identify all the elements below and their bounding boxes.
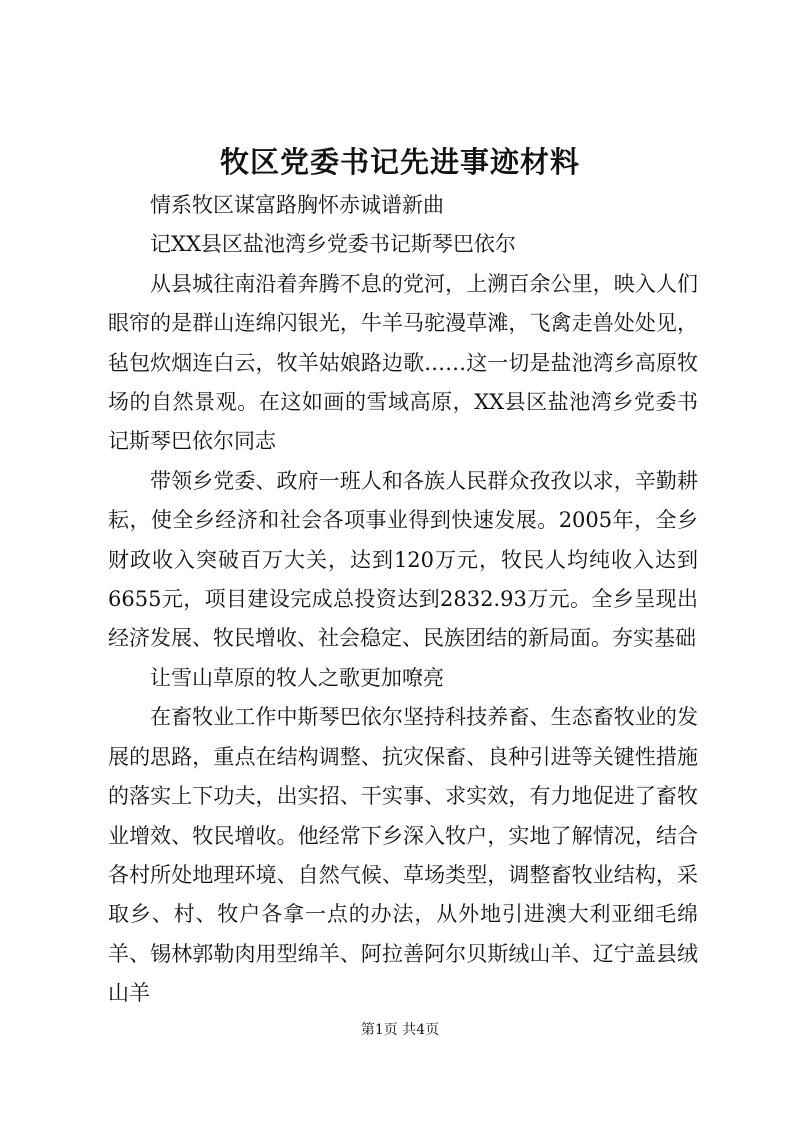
document-title: 牧区党委书记先进事迹材料 bbox=[219, 145, 580, 179]
paragraph-byline: 记XX县区盐池湾乡党委书记斯琴巴依尔 bbox=[150, 232, 516, 257]
paragraph-section-heading: 让雪山草原的牧人之歌更加嘹亮 bbox=[150, 665, 444, 690]
page-footer: 第1页 共4页 bbox=[360, 1022, 440, 1038]
paragraph-achievements: 带领乡党委、政府一班人和各族人民群众孜孜以求，辛勤耕耘，使全乡经济和社会各项事业得到快速发展。2005年，全乡财政收入突破百万大关，达到120万元，牧民人均纯收入达到6655元，项目建设完成总投资达到2832.93万元。全乡呈现出经济发展、牧民增收、社会稳定、民族团结的新局面。夯实基础 bbox=[108, 468, 698, 651]
document-body bbox=[108, 186, 698, 1014]
paragraph-subtitle: 情系牧区谋富路胸怀赤诚谱新曲 bbox=[150, 193, 444, 217]
paragraph-intro: 从县城往南沿着奔腾不息的党河，上溯百余公里，映入人们眼帘的是群山连绵闪银光，牛羊马驼漫草滩，飞禽走兽处处见，毡包炊烟连白云，牧羊姑娘路边歌……这一切是盐池湾乡高原牧场的自然景观。在这如画的雪域高原，XX县区盐池湾乡党委书记斯琴巴依尔同志 bbox=[108, 271, 698, 454]
paragraph-livestock: 在畜牧业工作中斯琴巴依尔坚持科技养畜、生态畜牧业的发展的思路，重点在结构调整、抗灾保畜、良种引进等关键性措施的落实上下功夫，出实招、干实事、求实效，有力地促进了畜牧业增效、牧民增收。他经常下乡深入牧户，实地了解情况，结合各村所处地理环境、自然气候、草场类型，调整畜牧业结构，采取乡、村、牧户各拿一点的办法，从外地引进澳大利亚细毛绵羊、锡林郭勒肉用型绵羊、阿拉善阿尔贝斯绒山羊、辽宁盖县绒山羊 bbox=[108, 705, 698, 1006]
